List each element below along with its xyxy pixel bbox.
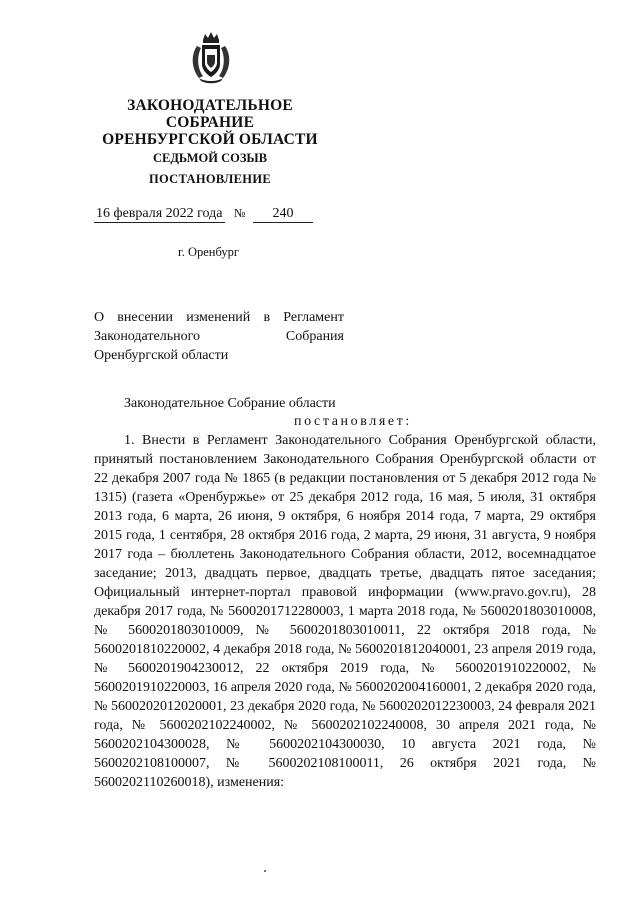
number-sign: № xyxy=(234,206,246,220)
org-line-3: ОРЕНБУРГСКОЙ ОБЛАСТИ xyxy=(102,131,318,148)
document-subject: О внесении изменений в Регламент Законодательного Собрания Оренбургской области xyxy=(94,310,344,363)
org-line-1: ЗАКОНОДАТЕЛЬНОЕ xyxy=(127,97,293,114)
dateline xyxy=(94,206,313,223)
document-type: ПОСТАНОВЛЕНИЕ xyxy=(148,172,271,186)
document-number: 240 xyxy=(253,206,313,223)
preamble-resolves: постановляет: xyxy=(294,414,412,429)
convocation: СЕДЬМОЙ СОЗЫВ xyxy=(152,151,268,165)
organization-name xyxy=(90,97,330,148)
coat-of-arms-icon xyxy=(189,30,233,84)
page-mark xyxy=(264,870,266,872)
body-paragraph-1: 1. Внести в Регламент Законодательного Собрания Оренбургской области, принятый постановлением Законодательного Собрания Оренбургской области от 22 декабря 2007 года № 1865 (в редакции постановления от 5 декабря 2012 года № 1315) (газета «Оренбуржье» от 25 декабря 2012 года, 16 мая, 5 июля, 31 октября 2013 года, 6 марта, 26 июня, 9 октября, 6 ноября 2014 года, 7 марта, 29 октября 2015 года, 1 сентября, 28 октября 2016 года, 2 марта, 29 июня, 31 августа, 9 ноября 2017 года – бюллетень Законодательного Собрания области, 2012, восемнадцатое заседание; 2013, двадцать первое, двадцать третье, двадцать пятое заседания; Официальный интернет-портал правовой информации (www.pravo.gov.ru), 28 декабря 2017 года, № 5600201712280003, 1 марта 2018 года, № 5600201803010008, № 5600201803010009, № 5600201803010011, 22 октября 2018 года, № 5600201810220002, 4 декабря 2018 года, № 5600201812040001, 23 апреля 2019 года, № 5600201904230012, 22 октября 2019 года, № 5600201910220002, № 5600201910220003, 16 апреля 2020 года, № 5600202004160001, 2 декабря 2020 года, № 5600202012020001, 23 декабря 2020 года, № 5600202012230003, 24 февраля 2021 года, № 5600202102240002, № 5600202102240008, 30 апреля 2021 года, № 5600202104300028, № 5600202104300030, 10 августа 2021 года, № 5600202108100007, № 5600202108100011, 26 октября 2021 года, № 5600202110260018), изменения: xyxy=(94,433,596,790)
org-line-2: СОБРАНИЕ xyxy=(165,114,255,131)
document-date: 16 февраля 2022 года xyxy=(96,206,223,221)
preamble-assembly: Законодательное Собрание области xyxy=(124,396,336,411)
city: г. Оренбург xyxy=(178,245,239,259)
